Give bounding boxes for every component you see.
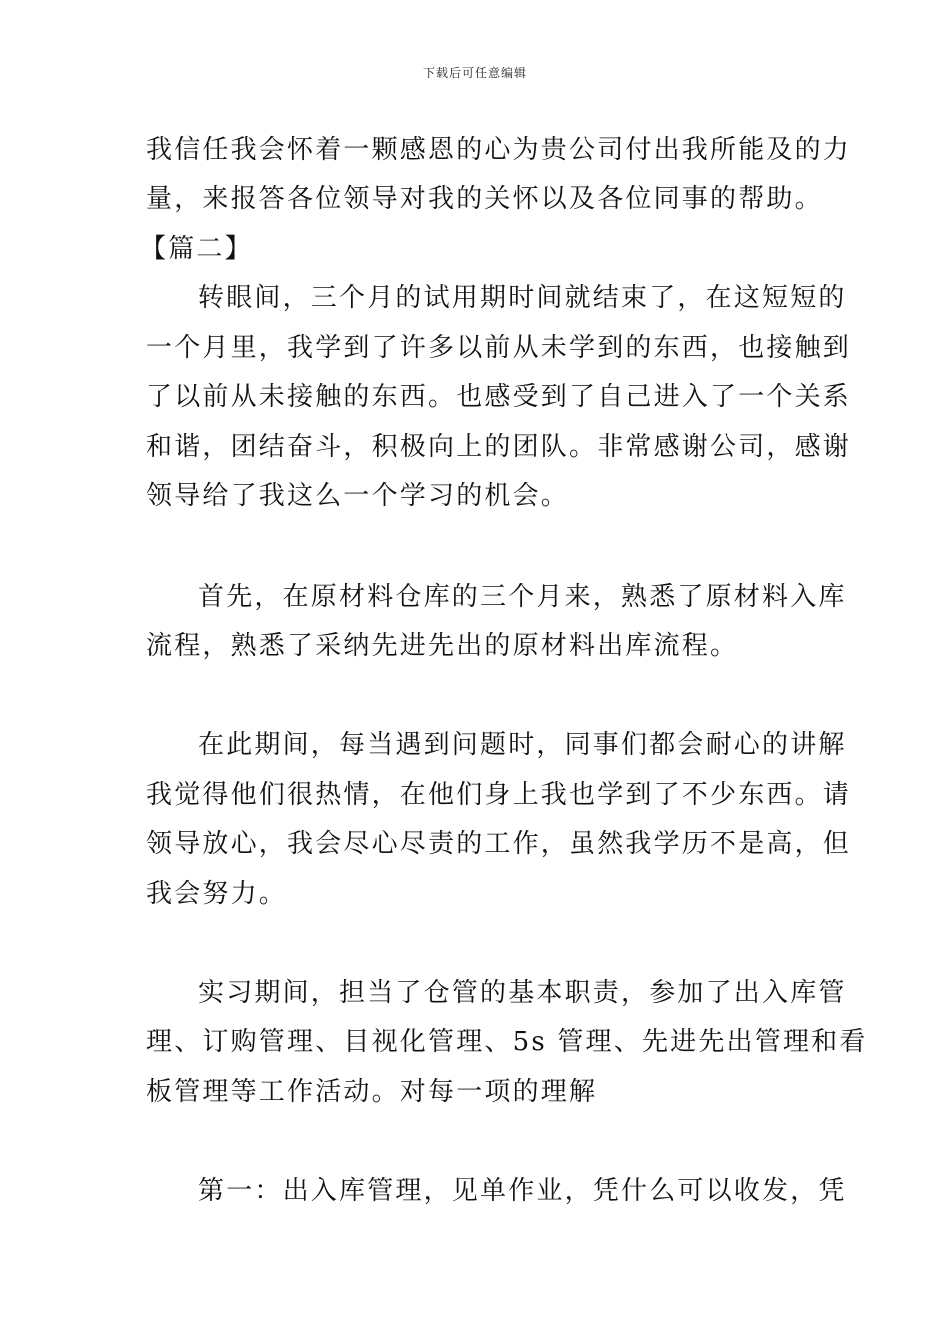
section-heading: 【篇二】 [140, 234, 253, 264]
paragraph-line: 了以前从未接触的东西。也感受到了自己进入了一个关系 [146, 382, 852, 412]
paragraph-line: 理、订购管理、目视化管理、5s 管理、先进先出管理和看 [146, 1027, 868, 1057]
paragraph-line: 我信任我会怀着一颗感恩的心为贵公司付出我所能及的力 [146, 135, 852, 165]
paragraph-line: 在此期间，每当遇到问题时，同事们都会耐心的讲解 [198, 730, 847, 760]
paragraph-line: 我觉得他们很热情，在他们身上我也学到了不少东西。请 [146, 780, 852, 810]
paragraph-line: 第一：出入库管理，见单作业，凭什么可以收发，凭 [198, 1176, 847, 1206]
paragraph-line: 领导给了我这么一个学习的机会。 [146, 481, 570, 511]
paragraph-line: 一个月里，我学到了许多以前从未学到的东西，也接触到 [146, 333, 852, 363]
paragraph-line: 和谐，团结奋斗，积极向上的团队。非常感谢公司，感谢 [146, 432, 852, 462]
page-header: 下载后可任意编辑 [422, 66, 527, 80]
paragraph-line: 我会努力。 [146, 879, 288, 909]
paragraph-line: 板管理等工作活动。对每一项的理解 [146, 1077, 598, 1107]
paragraph-line: 流程，熟悉了采纳先进先出的原材料出库流程。 [146, 631, 739, 661]
paragraph-line: 转眼间，三个月的试用期时间就结束了，在这短短的 [198, 283, 847, 313]
paragraph-line: 领导放心，我会尽心尽责的工作，虽然我学历不是高，但 [146, 829, 852, 859]
paragraph-line: 量，来报答各位领导对我的关怀以及各位同事的帮助。 [146, 184, 823, 214]
paragraph-line: 实习期间，担当了仓管的基本职责，参加了出入库管 [198, 978, 847, 1008]
paragraph-line: 首先，在原材料仓库的三个月来，熟悉了原材料入库 [198, 582, 847, 612]
